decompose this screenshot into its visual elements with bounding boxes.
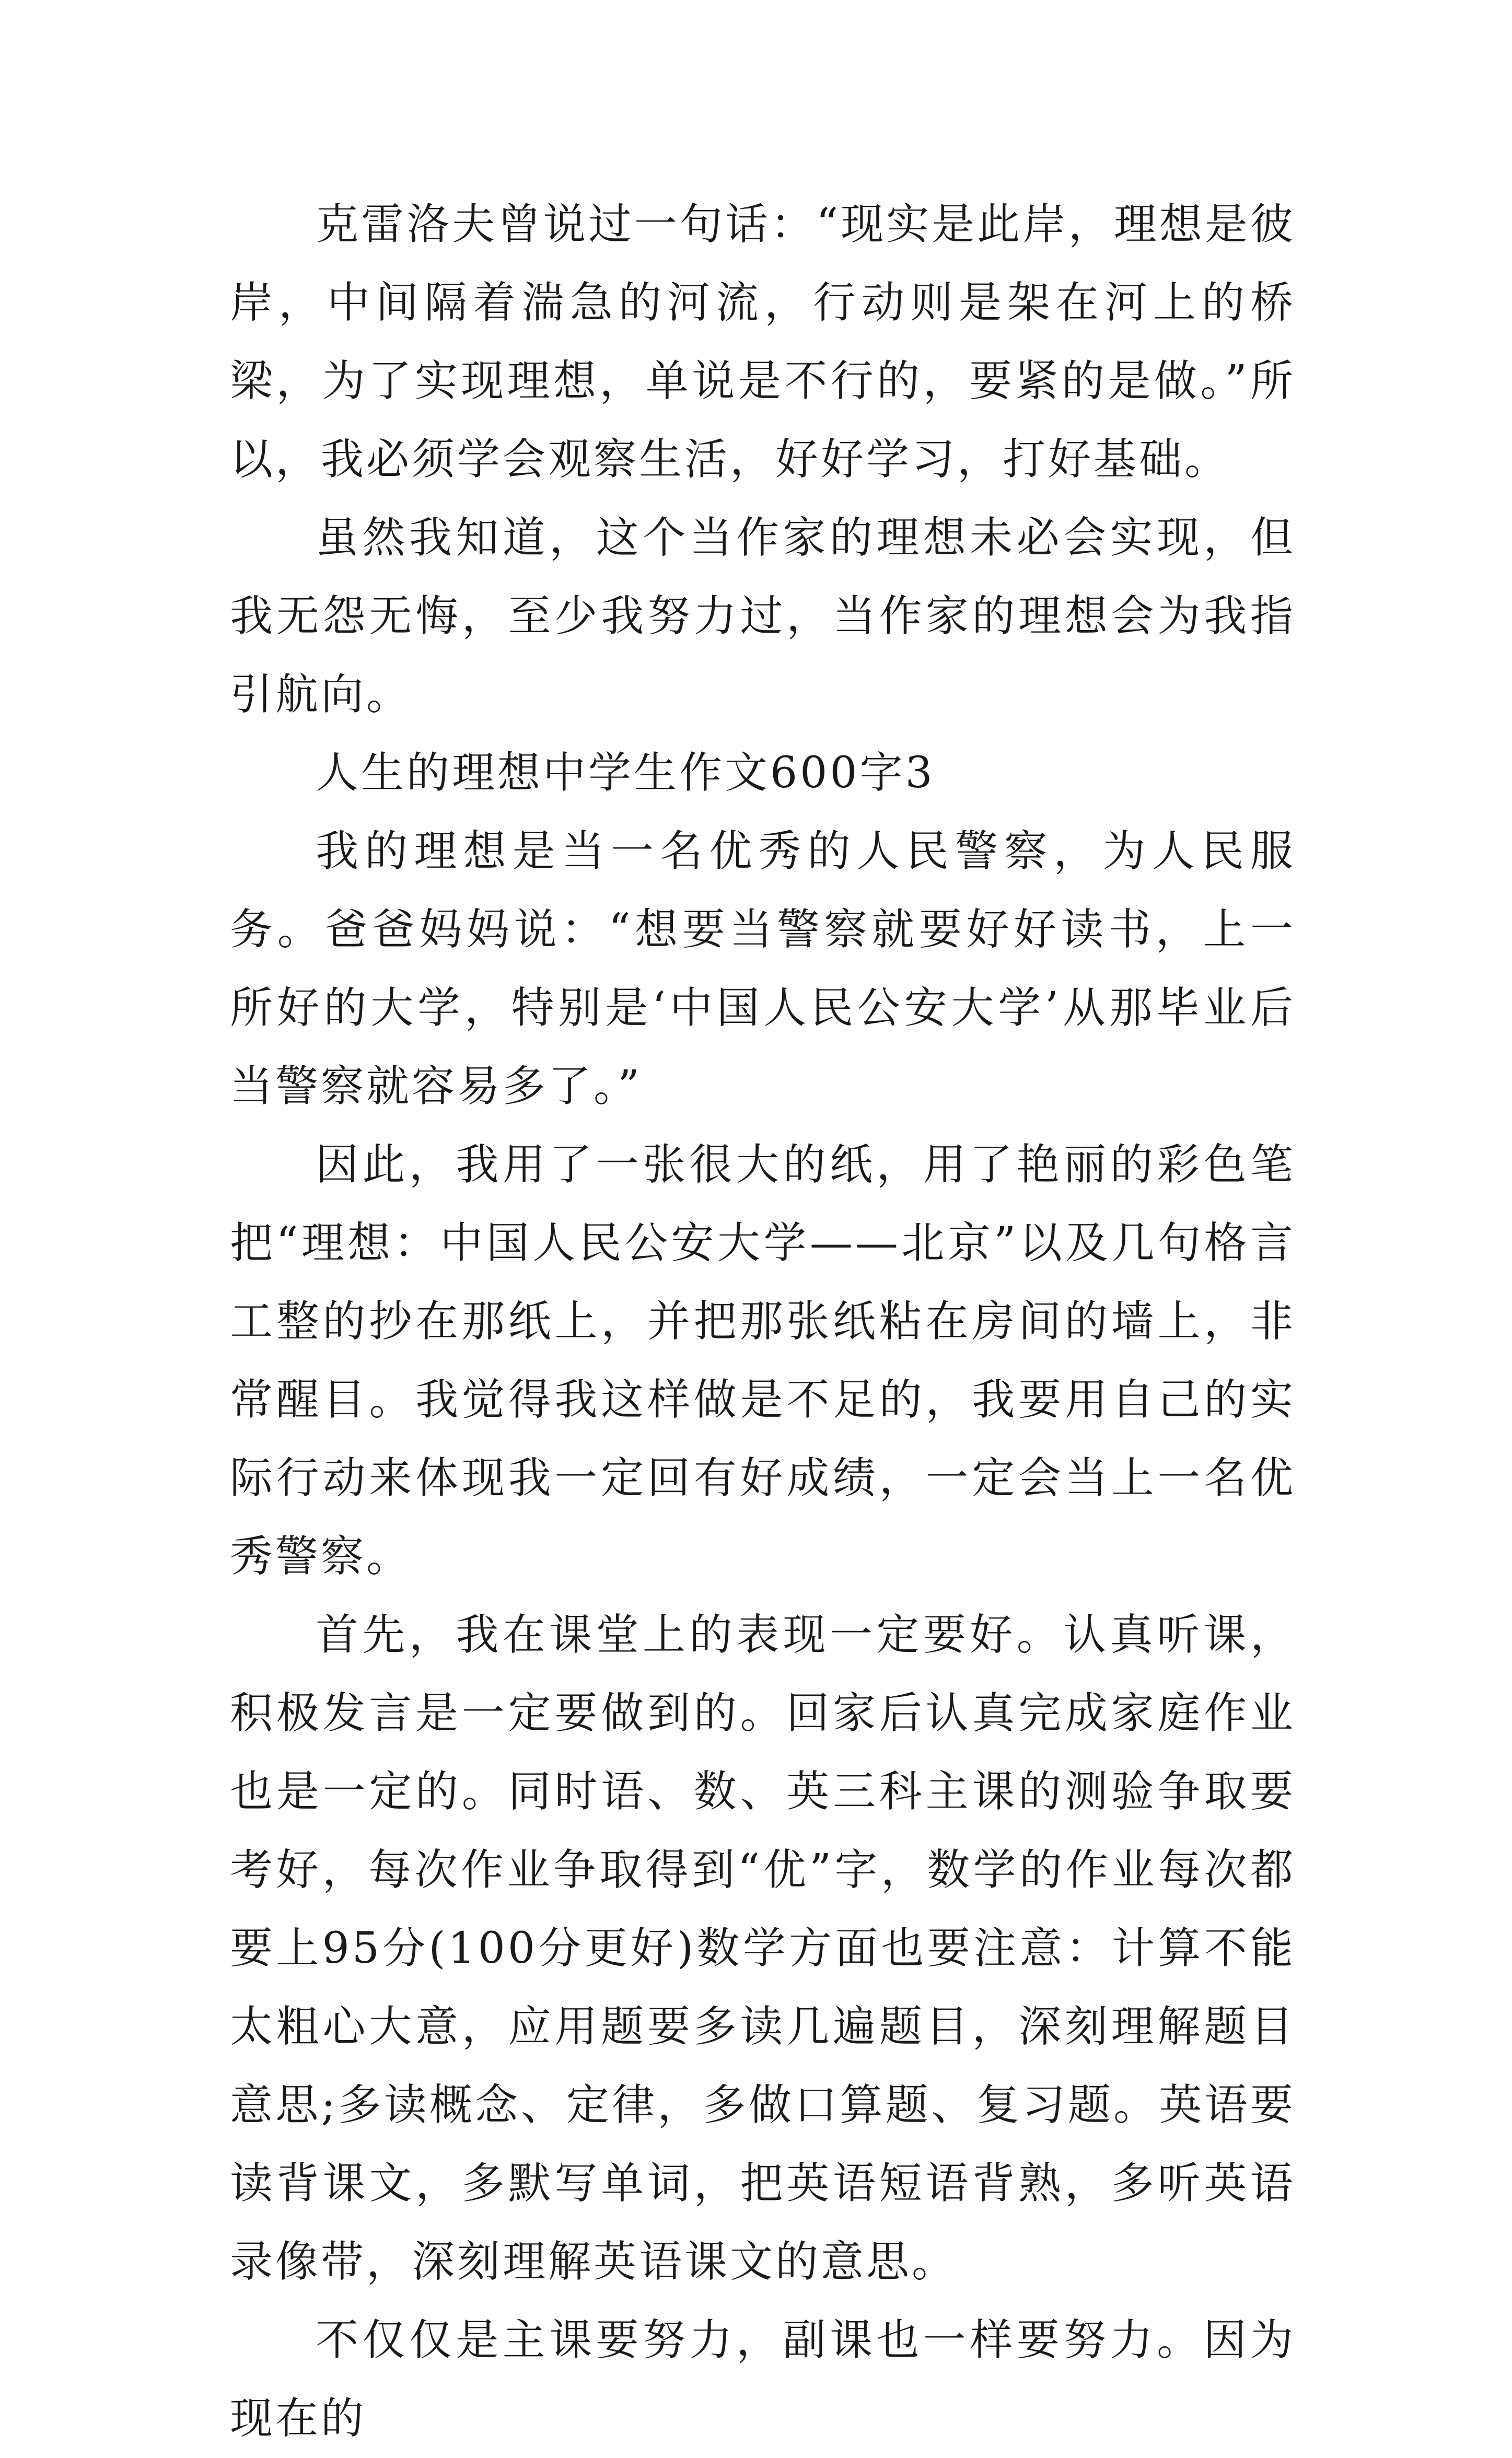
paragraph-police-dream: 我的理想是当一名优秀的人民警察，为人民服务。爸爸妈妈说：“想要当警察就要好好读书，上一所好的大学，特别是‘中国人民公安大学’从那毕业后当警察就容易多了。” [230, 826, 1296, 1111]
paragraph-study-plan: 首先，我在课堂上的表现一定要好。认真听课，积极发言是一定要做到的。回家后认真完成家庭作业也是一定的。同时语、数、英三科主课的测验争取要考好，每次作业争取得到“优”字，数学的作业每次都要上95分(100分更好)数学方面也要注意：计算不能太粗心大意，应用题要多读几遍题目，深刻理解题目意思;多读概念、定律，多做口算题、复习题。英语要读背课文，多默写单词，把英语短语背熟，多听英语录像带，深刻理解英语课文的意思。 [230, 1610, 1296, 2287]
paragraph-writer-dream: 虽然我知道，这个当作家的理想未必会实现，但我无怨无悔，至少我努力过，当作家的理想会为我指引航向。 [230, 513, 1296, 719]
paragraph-krylov-quote: 克雷洛夫曾说过一句话：“现实是此岸，理想是彼岸，中间隔着湍急的河流，行动则是架在河上的桥梁，为了实现理想，单说是不行的，要紧的是做。”所以，我必须学会观察生活，好好学习，打好基础。 [230, 200, 1296, 484]
paragraph-poster: 因此，我用了一张很大的纸，用了艳丽的彩色笔把“理想：中国人民公安大学——北京”以及几句格言工整的抄在那纸上，并把那张纸粘在房间的墙上，非常醒目。我觉得我这样做是不足的，我要用自己的实际行动来体现我一定回有好成绩，一定会当上一名优秀警察。 [230, 1140, 1296, 1581]
essay-heading: 人生的理想中学生作文600字3 [316, 748, 935, 798]
document-body [230, 185, 1296, 2458]
paragraph-minor-subjects: 不仅仅是主课要努力，副课也一样要努力。因为现在的 [230, 2315, 1296, 2443]
